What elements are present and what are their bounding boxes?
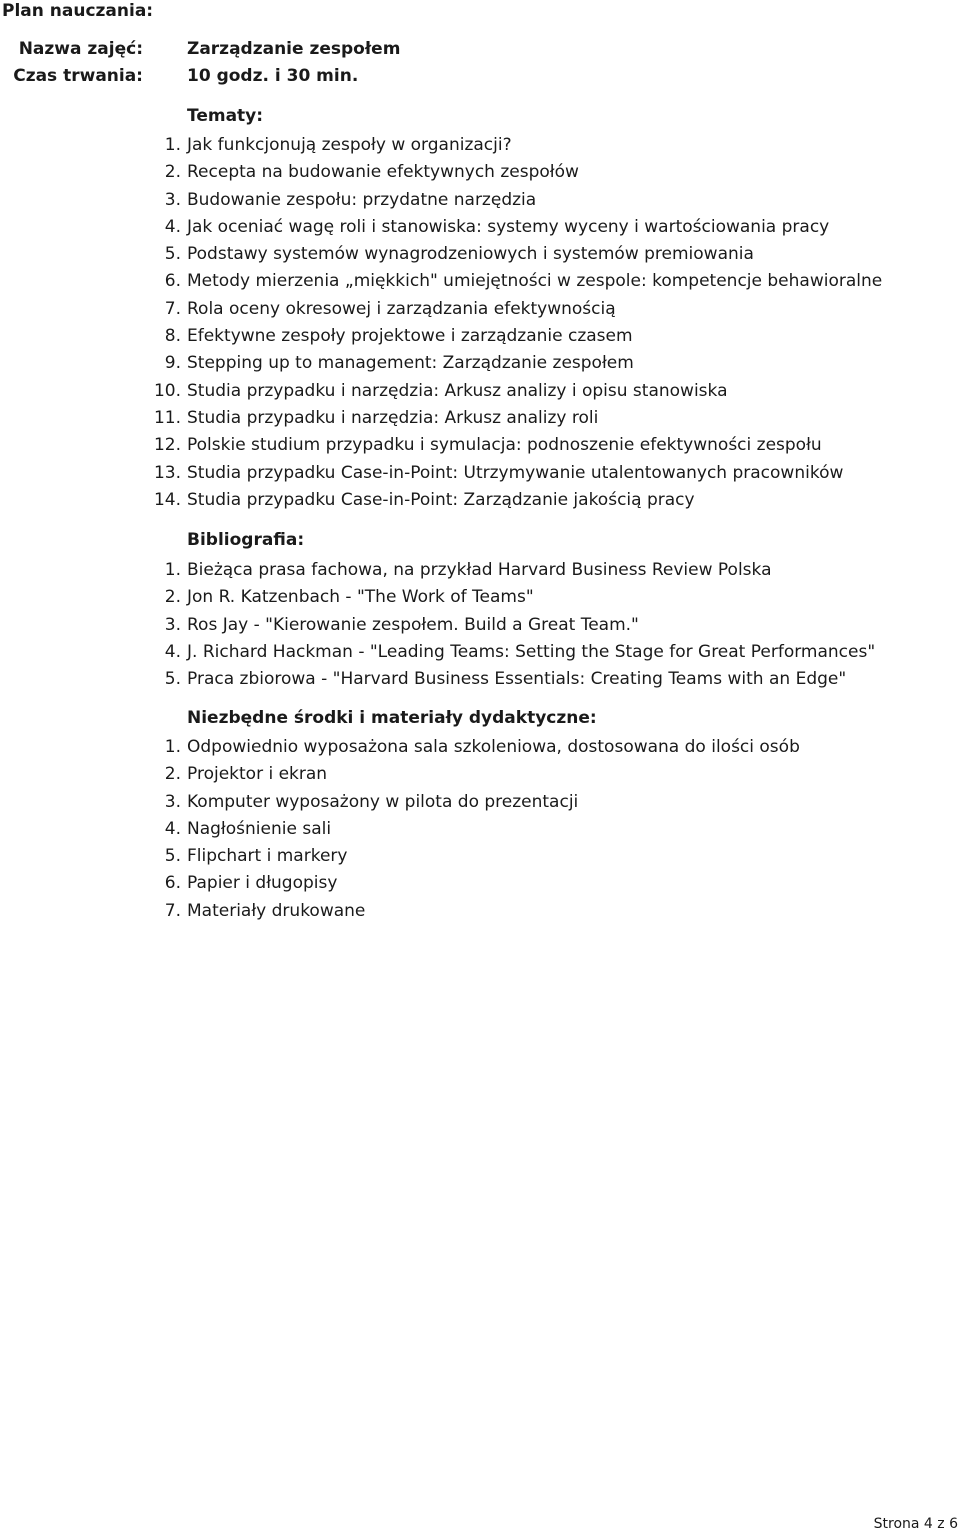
material-item <box>0 761 960 788</box>
list-item-number: 5. <box>164 846 181 867</box>
material-item <box>0 789 960 816</box>
list-item-text: Rola oceny okresowej i zarządzania efektywnością <box>187 298 616 319</box>
material-item <box>0 843 960 870</box>
list-item-number: 7. <box>164 900 181 921</box>
topics-list <box>0 132 960 514</box>
list-item-text: Metody mierzenia „miękkich" umiejętności w zespole: kompetencje behawioralne <box>187 271 883 292</box>
duration-row <box>0 63 960 89</box>
list-item-number: 11. <box>153 407 181 428</box>
document-title: Plan nauczania: <box>2 1 154 21</box>
list-item-number: 6. <box>164 271 181 292</box>
materials-list <box>0 734 960 925</box>
list-item-text: Budowanie zespołu: przydatne narzędzia <box>187 189 537 210</box>
list-item-number: 14. <box>153 489 181 510</box>
list-item-text: Praca zbiorowa - "Harvard Business Essentials: Creating Teams with an Edge" <box>187 669 847 690</box>
list-item-text: Bieżąca prasa fachowa, na przykład Harvard Business Review Polska <box>187 560 772 580</box>
list-item-number: 2. <box>164 587 181 608</box>
material-item <box>0 870 960 897</box>
duration-value: 10 godz. i 30 min. <box>187 66 359 86</box>
material-item <box>0 734 960 761</box>
list-item-text: Projektor i ekran <box>187 764 328 785</box>
list-item-text: Jak oceniać wagę roli i stanowiska: systemy wyceny i wartościowania pracy <box>187 216 830 237</box>
bibliography-item <box>0 666 960 693</box>
topic-item <box>0 378 960 405</box>
list-item-number: 9. <box>164 353 181 374</box>
list-item-text: Recepta na budowanie efektywnych zespołów <box>187 162 579 183</box>
topic-item <box>0 350 960 377</box>
list-item-number: 1. <box>164 737 181 757</box>
list-item-text: Studia przypadku i narzędzia: Arkusz analizy roli <box>187 407 599 428</box>
list-item-text: Podstawy systemów wynagrodzeniowych i systemów premiowania <box>187 244 754 265</box>
list-item-number: 2. <box>164 764 181 785</box>
list-item-number: 12. <box>153 435 181 456</box>
list-item-text: Odpowiednio wyposażona sala szkoleniowa, dostosowana do ilości osób <box>187 737 800 757</box>
list-item-text: Polskie studium przypadku i symulacja: podnoszenie efektywności zespołu <box>187 435 822 456</box>
material-item <box>0 898 960 925</box>
list-item-number: 6. <box>164 873 181 894</box>
list-item-text: Studia przypadku Case-in-Point: Zarządzanie jakością pracy <box>187 489 695 510</box>
topic-item <box>0 268 960 295</box>
materials-heading: Niezbędne środki i materiały dydaktyczne: <box>187 708 597 728</box>
list-item-number: 7. <box>164 298 181 319</box>
topic-item <box>0 132 960 159</box>
duration-label: Czas trwania: <box>13 66 143 86</box>
list-item-number: 13. <box>153 462 181 483</box>
list-item-text: Studia przypadku Case-in-Point: Utrzymywanie utalentowanych pracowników <box>187 462 844 483</box>
list-item-text: J. Richard Hackman - "Leading Teams: Setting the Stage for Great Performances" <box>187 641 876 662</box>
list-item-text: Stepping up to management: Zarządzanie zespołem <box>187 353 634 374</box>
list-item-text: Jon R. Katzenbach - "The Work of Teams" <box>187 587 534 608</box>
bibliography-list <box>0 557 960 693</box>
topic-item <box>0 241 960 268</box>
list-item-text: Ros Jay - "Kierowanie zespołem. Build a Great Team." <box>187 614 639 635</box>
list-item-number: 3. <box>164 614 181 635</box>
list-item-number: 3. <box>164 791 181 812</box>
topic-item <box>0 432 960 459</box>
topic-item <box>0 487 960 514</box>
material-item <box>0 816 960 843</box>
list-item-text: Flipchart i markery <box>187 846 348 867</box>
page-number: Strona 4 z 6 <box>873 1516 958 1532</box>
list-item-text: Komputer wyposażony w pilota do prezentacji <box>187 791 579 812</box>
topic-item <box>0 405 960 432</box>
list-item-number: 8. <box>164 326 181 347</box>
list-item-number: 3. <box>164 189 181 210</box>
list-item-number: 4. <box>164 641 181 662</box>
list-item-number: 10. <box>153 380 181 401</box>
course-name-label: Nazwa zajęć: <box>18 39 143 59</box>
list-item-text: Papier i długopisy <box>187 873 338 894</box>
list-item-number: 1. <box>164 135 181 155</box>
list-item-text: Nagłośnienie sali <box>187 818 332 839</box>
list-item-number: 1. <box>164 560 181 580</box>
course-name-row <box>0 36 960 62</box>
topics-heading: Tematy: <box>187 106 264 126</box>
topic-item <box>0 214 960 241</box>
bibliography-item <box>0 584 960 611</box>
topic-item <box>0 296 960 323</box>
list-item-number: 2. <box>164 162 181 183</box>
list-item-text: Studia przypadku i narzędzia: Arkusz analizy i opisu stanowiska <box>187 380 728 401</box>
list-item-number: 5. <box>164 669 181 690</box>
bibliography-item <box>0 639 960 666</box>
topic-item <box>0 159 960 186</box>
bibliography-item <box>0 557 960 584</box>
list-item-number: 5. <box>164 244 181 265</box>
topic-item <box>0 460 960 487</box>
bibliography-heading: Bibliografia: <box>187 530 305 550</box>
topic-item <box>0 187 960 214</box>
course-name-value: Zarządzanie zespołem <box>187 39 401 59</box>
list-item-text: Efektywne zespoły projektowe i zarządzanie czasem <box>187 326 633 347</box>
topic-item <box>0 323 960 350</box>
list-item-text: Materiały drukowane <box>187 900 366 921</box>
list-item-number: 4. <box>164 818 181 839</box>
list-item-text: Jak funkcjonują zespoły w organizacji? <box>187 135 512 155</box>
bibliography-item <box>0 612 960 639</box>
list-item-number: 4. <box>164 216 181 237</box>
